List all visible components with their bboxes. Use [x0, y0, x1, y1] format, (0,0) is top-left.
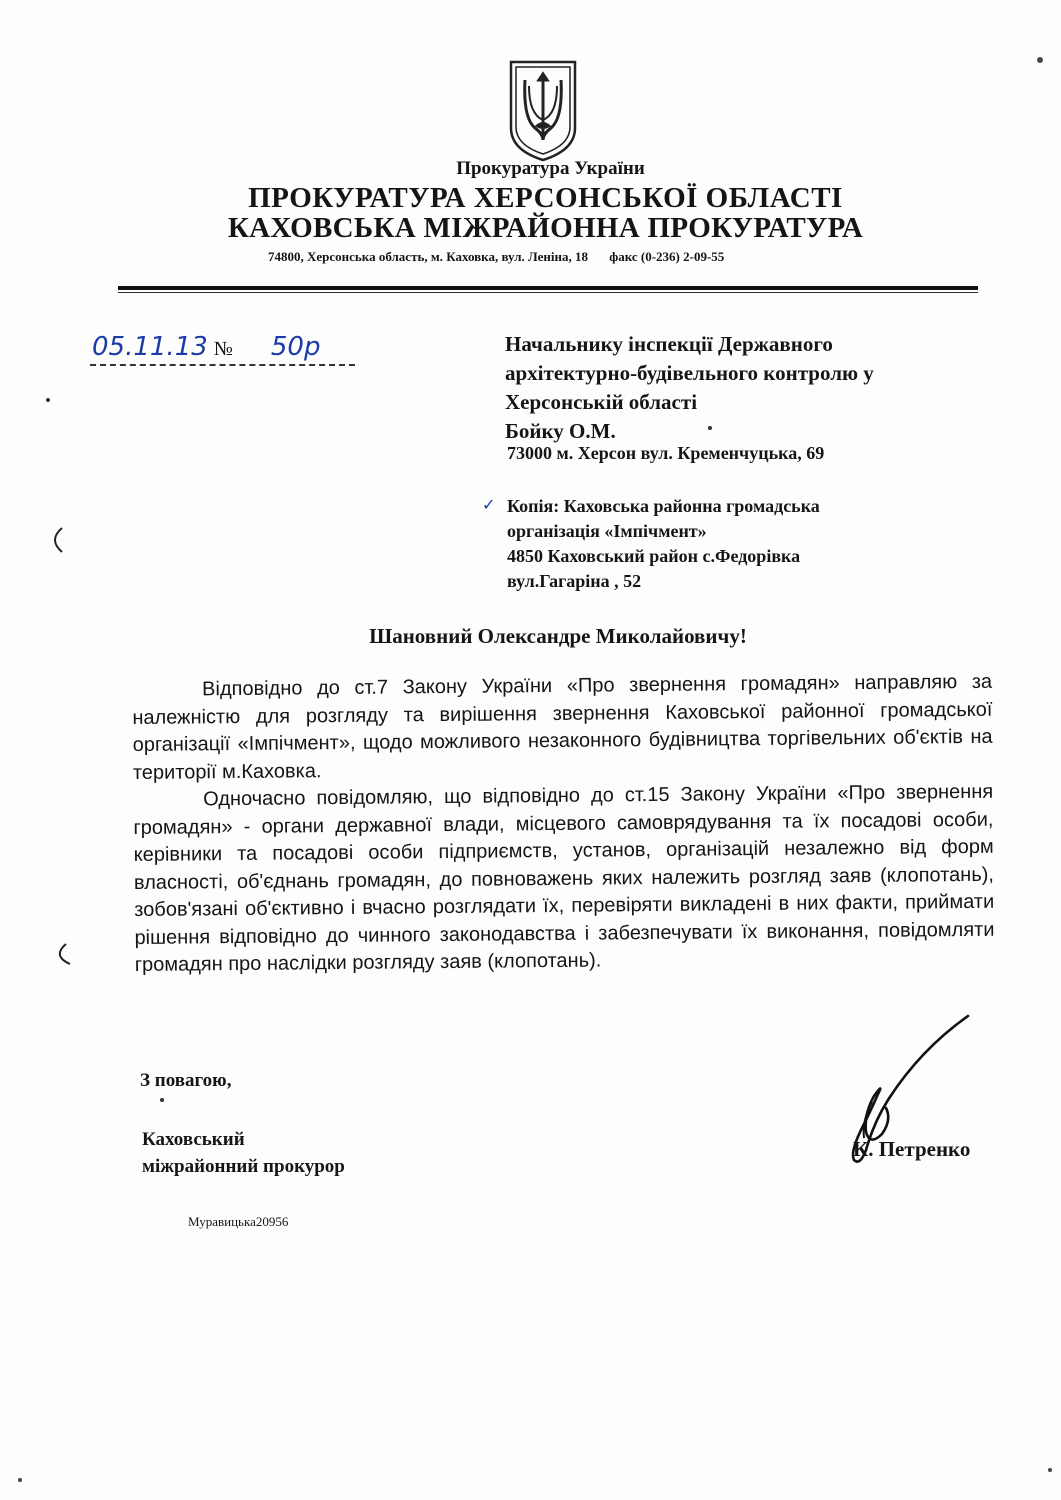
executor-note: Муравицька20956: [188, 1214, 289, 1229]
office-title-line1: ПРОКУРАТУРА ХЕРСОНСЬКОЇ ОБЛАСТІ: [248, 182, 843, 214]
registration-underline: [90, 363, 355, 366]
addressee-line: Бойку О.М.: [505, 419, 616, 443]
number-label: №: [213, 338, 233, 360]
office-postal-address: 74800, Херсонська область, м. Каховка, вул. Леніна, 18: [268, 249, 588, 264]
copy-line: організація «Імпічмент»: [507, 521, 707, 541]
signatory-position-line: Каховський: [142, 1129, 245, 1150]
copy-line: 4850 Каховський район с.Федорівка: [507, 546, 801, 566]
body-paragraph: Одночасно повідомляю, що відповідно до ст.15 Закону України «Про звернення громадян» - органи державної влади, місцевого самоврядування та їх посадові особи, керівники та посадові особи підприємств, установ, організацій незалежно від форм власності, об'єднань громадян, до повноважень яких належить розгляд заяв (клопотань), зобов'язані об'єктивно і вчасно розглядати їх, перевіряти викладені в них факти, приймати рішення відповідно до чинного законодавства і забезпечувати їх виконання, повідомляти громадян про наслідки розгляду заяв (клопотань).: [133, 780, 995, 976]
addressee-block: [505, 330, 874, 446]
addressee-address: 73000 м. Херсон вул. Кременчуцька, 69: [507, 443, 825, 463]
office-fax: факс (0-236) 2-09-55: [609, 249, 725, 264]
signatory-position: [142, 1126, 345, 1180]
addressee-line: архітектурно-будівельного контролю у: [505, 361, 874, 385]
registration-number: [92, 332, 320, 362]
addressee-line: Херсонській області: [505, 390, 698, 414]
coat-of-arms-icon: [505, 58, 581, 164]
signatory-name: К. Петренко: [853, 1137, 971, 1161]
addressee-line: Начальнику інспекції Державного: [505, 332, 833, 356]
signatory-position-line: міжрайонний прокурор: [142, 1156, 345, 1177]
check-mark-icon: ✓: [482, 495, 496, 514]
header-rule: [118, 286, 978, 290]
copy-line: вул.Гагаріна , 52: [507, 571, 642, 591]
copy-recipient-block: [507, 494, 820, 594]
office-address: [268, 249, 724, 265]
header-rule-thin: [118, 292, 978, 293]
ministry-name: Прокуратура України: [456, 158, 645, 179]
registration-date: 05.11.13: [92, 332, 208, 362]
closing: З повагою,: [140, 1070, 232, 1091]
salutation: Шановний Олександре Миколайовичу!: [369, 624, 747, 648]
letter-body: [132, 669, 995, 980]
office-title-line2: КАХОВСЬКА МІЖРАЙОННА ПРОКУРАТУРА: [227, 212, 864, 244]
body-paragraph: Відповідно до ст.7 Закону України «Про звернення громадян» направляю за належністю для розгляду та вирішення звернення Каховської районної громадської організації «Імпічмент», щодо можливого незаконного будівництва торгівельних об'єктів на території м.Каховка.: [132, 670, 993, 784]
copy-line: Копія: Каховська районна громадська: [507, 496, 820, 516]
outgoing-number: 50р: [270, 332, 321, 362]
